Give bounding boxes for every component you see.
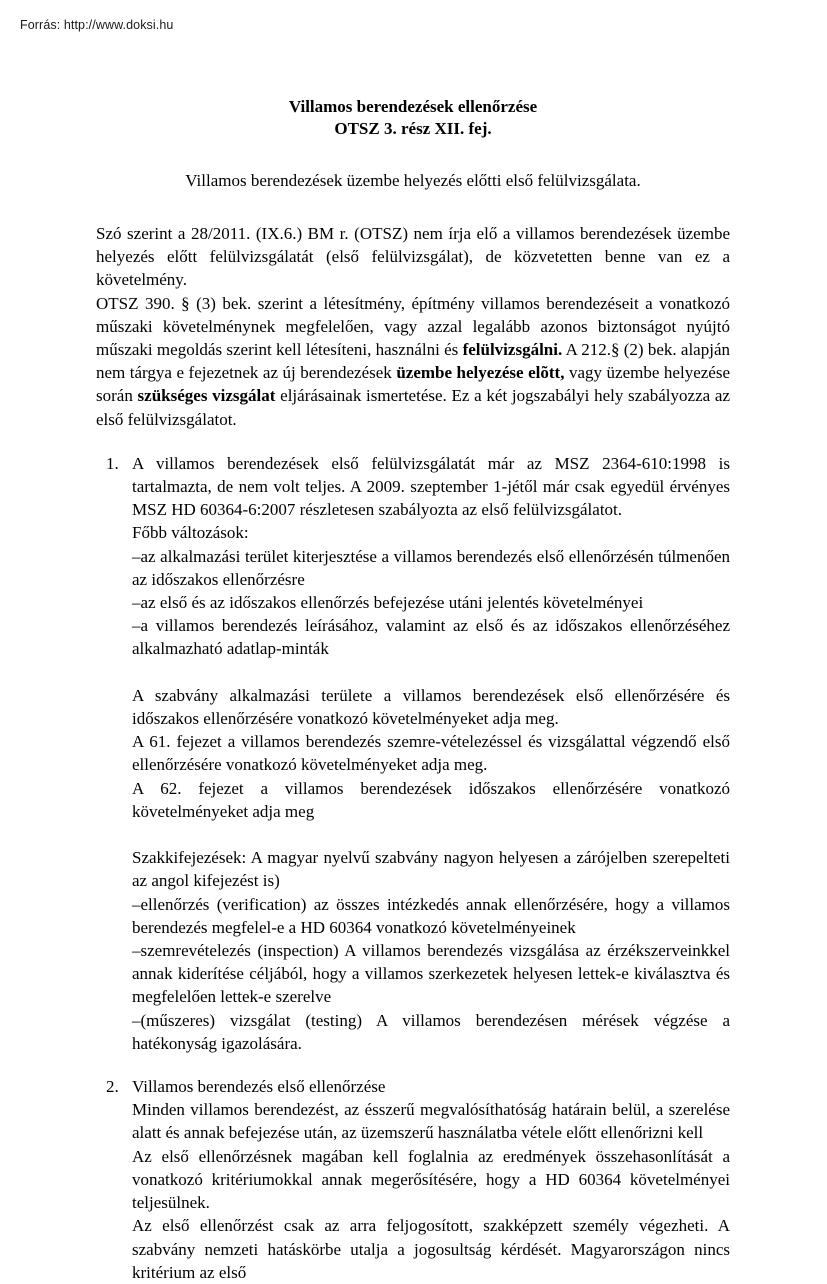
list-item-paragraph: A szabvány alkalmazási területe a villamos berendezések első ellenőrzésére és időszakos ellenőrzésére vonatkozó követelményeket adja meg. — [132, 685, 730, 729]
list-item-paragraph: –ellenőrzés (verification) az összes intézkedés annak ellenőrzésére, hogy a villamos berendezés megfelel-e a HD 60364 vonatkozó követelményeinek — [132, 894, 730, 937]
page-subtitle: Villamos berendezések üzembe helyezés előtti első felülvizsgálata. — [185, 171, 641, 190]
list-item-paragraph: Minden villamos berendezést, az ésszerű megvalósíthatóság határain belül, a szerelése alatt és annak befejezése után, az üzemszerű használatba vétele előtt ellenőrizni kell — [132, 1100, 730, 1143]
list-item-paragraph: –(műszeres) vizsgálat (testing) A villamos berendezésen mérések végzése a hatékonyság igazolására. — [132, 1010, 730, 1053]
list-item-paragraph: –a villamos berendezés leírásához, valamint az első és az időszakos ellenőrzéséhez alkalmazható adatlap-minták — [132, 616, 730, 659]
list-item-marker: 1. — [106, 453, 119, 473]
list-item-paragraph: Az első ellenőrzést csak az arra feljogosított, szakképzett személy végezheti. A szabvány nemzeti hatáskörbe utalja a jogosultság kérdését. Magyarországon nincs kritérium az első — [132, 1216, 730, 1282]
list-item — [106, 1075, 730, 1284]
list-item — [106, 452, 730, 1055]
paragraph-spacer — [132, 661, 730, 684]
list-item-paragraph: –szemrevételezés (inspection) A villamos berendezés vizsgálása az érzékszerveinkkel annak kiderítése céljából, hogy a villamos szerkezetek helyesen lettek-e kiválasztva és megfelelően lettek-e szerelve — [132, 941, 730, 1007]
list-item-paragraph: Villamos berendezés első ellenőrzése — [132, 1077, 386, 1097]
list-item-marker: 2. — [106, 1077, 119, 1097]
list-item-paragraph: Főbb változások: — [132, 523, 249, 543]
page-title — [96, 96, 730, 140]
list-item-paragraph: Szakkifejezések: A magyar nyelvű szabvány nagyon helyesen a zárójelben szerepelteti az angol kifejezést is) — [132, 848, 730, 891]
page-title-line-2: OTSZ 3. rész XII. fej. — [334, 119, 492, 138]
list-item-paragraph: A 62. fejezet a villamos berendezések időszakos ellenőrzésére vonatkozó követelményeket adja meg — [132, 778, 730, 821]
list-item-paragraph: –az első és az időszakos ellenőrzés befejezése utáni jelentés követelményei — [132, 593, 644, 613]
intro-p2-segment-3: vagy üzembe helyezése során — [96, 363, 730, 406]
intro-paragraph-2 — [96, 292, 730, 431]
list-item-paragraph: –az alkalmazási terület kiterjesztése a villamos berendezés első ellenőrzésén túlmenően az időszakos ellenőrzésre — [132, 546, 730, 589]
list-item-paragraph: Az első ellenőrzésnek magában kell foglalnia az eredmények összehasonlítását a vonatkozó kritériumokkal annak megerősítésére, hogy a HD 60364 követelményei teljesülnek. — [132, 1146, 730, 1213]
list-item-paragraph: A 61. fejezet a villamos berendezés szemre-vételezéssel és vizsgálattal végzendő első ellenőrzésére vonatkozó követelményeket adja meg. — [132, 732, 730, 775]
list-item-paragraph: A villamos berendezések első felülvizsgálatát már az MSZ 2364-610:1998 is tartalmazta, de nem volt teljes. A 2009. szeptember 1-jétől már csak egyedül érvényes MSZ HD 60364-6:2007 részletesen szabályozta az első felülvizsgálatot. — [132, 453, 730, 520]
intro-p2-segment-2: A 212.§ (2) bek. alapján nem tárgya e fejezetnek az új berendezések — [96, 340, 730, 383]
intro-paragraph-1: Szó szerint a 28/2011. (IX.6.) BM r. (OTSZ) nem írja elő a villamos berendezések üzembe helyezés előtt felülvizsgálatát (első felülvizsgálat), de közvetetten benne van ez a követelmény. — [96, 224, 730, 290]
intro-p2-segment-4: eljárásainak ismertetése. Ez a két jogszabályi hely szabályozza az első felülvizsgálatot. — [96, 386, 730, 429]
source-url-header: Forrás: http://www.doksi.hu — [20, 18, 174, 32]
paragraph-spacer — [132, 823, 730, 846]
page-title-line-1: Villamos berendezések ellenőrzése — [288, 97, 538, 116]
intro-p2-segment-1: OTSZ 390. § (3) bek. szerint a létesítmény, építmény villamos berendezéseit a vonatkozó műszaki követelménynek megfelelően, vagy azzal legalább azonos biztonságot nyújtó műszaki megoldás szerint kell létesíteni, használni és — [96, 293, 730, 360]
intro-p2-emphasis-3: szükséges vizsgálat — [137, 386, 276, 406]
intro-p2-emphasis-2: üzembe helyezése elõtt, — [396, 363, 565, 383]
intro-p2-emphasis-1: felülvizsgálni. — [462, 340, 563, 360]
numbered-list — [96, 452, 730, 1284]
